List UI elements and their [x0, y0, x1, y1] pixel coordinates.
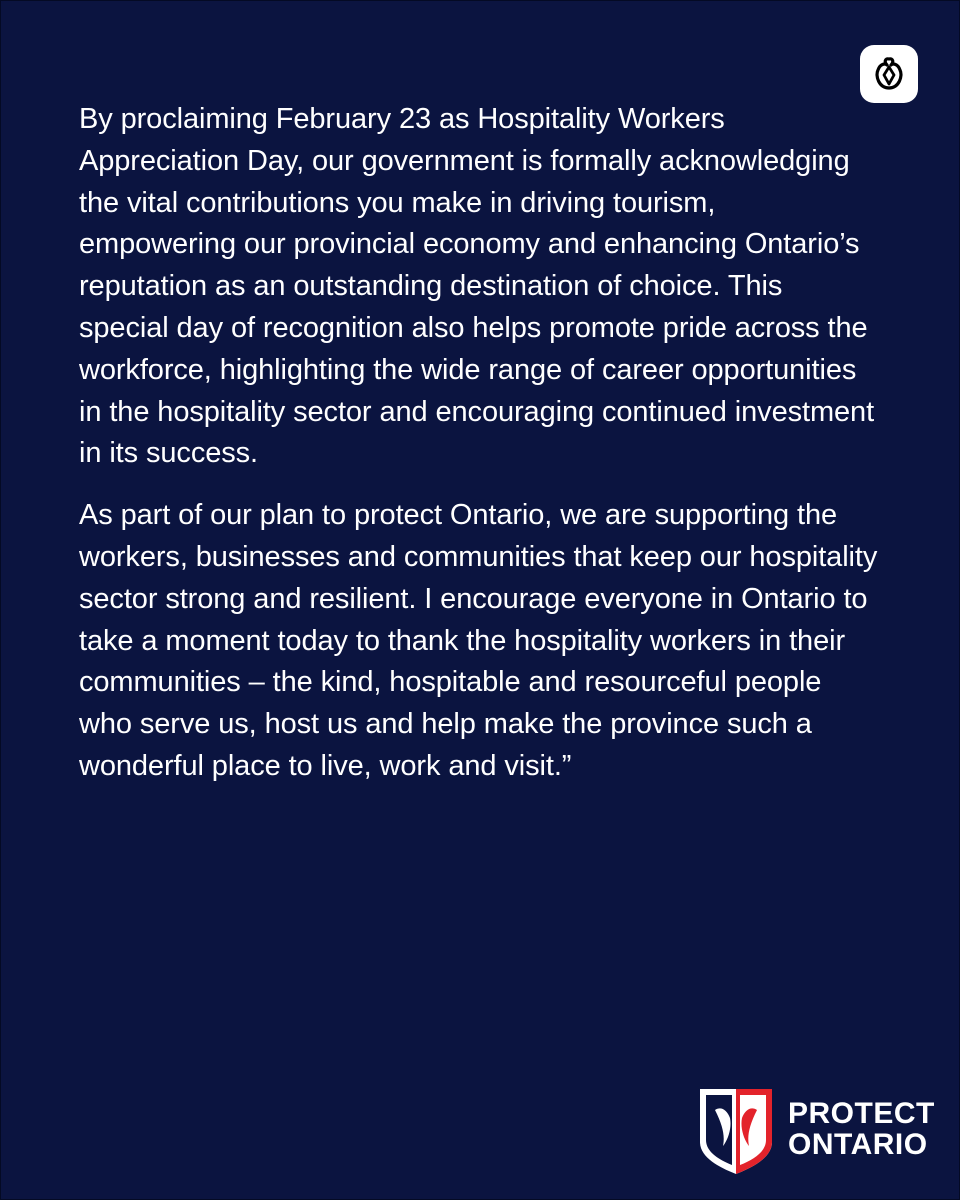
ontario-trillium-icon	[870, 55, 908, 93]
quote-body	[79, 99, 879, 788]
brand-line-1: PROTECT	[788, 1097, 935, 1130]
quote-paragraph-1: By proclaiming February 23 as Hospitality Workers Appreciation Day, our government is formally acknowledging the vital contributions you make in driving tourism, empowering our provincial economy and enhancing Ontario’s reputation as an outstanding destination of choice. This special day of recognition also helps promote pride across the workforce, highlighting the wide range of career opportunities in the hospitality sector and encouraging continued investment in its success.	[79, 103, 875, 470]
protect-ontario-wordmark	[788, 1098, 935, 1160]
quote-paragraph-2: As part of our plan to protect Ontario, we are supporting the workers, businesses and communities that keep our hospitality sector strong and resilient. I encourage everyone in Ontario to take a moment today to thank the hospitality workers in their communities – the kind, hospitable and resourceful people who serve us, host us and help make the province such a wonderful place to live, work and visit.”	[79, 499, 878, 782]
protect-ontario-shield-icon	[697, 1086, 775, 1176]
brand-line-2: ONTARIO	[788, 1128, 928, 1161]
ontario-logo-badge	[860, 45, 918, 103]
protect-ontario-logo	[697, 1086, 937, 1176]
